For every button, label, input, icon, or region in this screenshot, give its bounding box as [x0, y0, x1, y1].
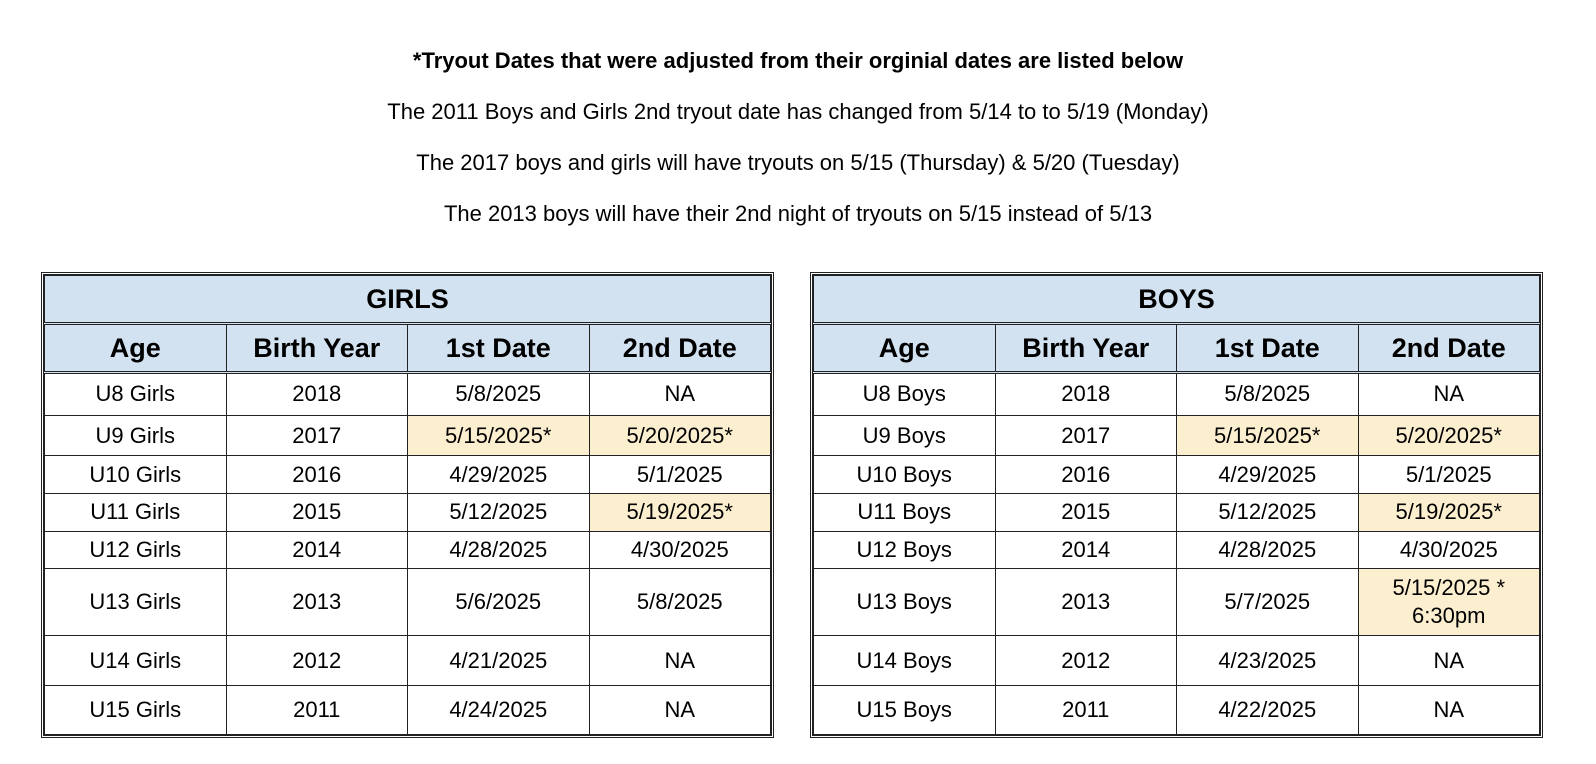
birth-year-cell: 2018 [995, 373, 1177, 416]
table-row [45, 456, 771, 494]
column-header-birth-year: Birth Year [995, 324, 1177, 373]
age-cell: U11 Boys [814, 493, 996, 531]
second-date-cell: 5/15/2025 * 6:30pm [1358, 569, 1540, 636]
first-date-cell: 5/6/2025 [408, 569, 590, 636]
birth-year-cell: 2011 [995, 686, 1177, 735]
note-line-1: The 2011 Boys and Girls 2nd tryout date has changed from 5/14 to to 5/19 (Monday) [387, 99, 1209, 124]
age-cell: U15 Girls [45, 686, 227, 735]
first-date-cell: 4/21/2025 [408, 636, 590, 686]
first-date-cell: 4/22/2025 [1177, 686, 1359, 735]
second-date-cell: 4/30/2025 [1358, 531, 1540, 569]
birth-year-cell: 2014 [226, 531, 408, 569]
second-date-cell: 5/20/2025* [589, 415, 771, 456]
second-date-cell: NA [589, 636, 771, 686]
second-date-cell: NA [589, 686, 771, 735]
age-cell: U14 Girls [45, 636, 227, 686]
first-date-cell: 5/12/2025 [408, 493, 590, 531]
table-row [45, 493, 771, 531]
birth-year-cell: 2015 [226, 493, 408, 531]
age-cell: U12 Boys [814, 531, 996, 569]
birth-year-cell: 2013 [226, 569, 408, 636]
table-row [814, 636, 1540, 686]
table-row [814, 531, 1540, 569]
age-cell: U10 Girls [45, 456, 227, 494]
column-header-age: Age [814, 324, 996, 373]
birth-year-cell: 2017 [995, 415, 1177, 456]
birth-year-cell: 2016 [995, 456, 1177, 494]
age-cell: U8 Boys [814, 373, 996, 416]
column-header-1st-date: 1st Date [1177, 324, 1359, 373]
girls-table-title: GIRLS [45, 276, 771, 324]
age-cell: U14 Boys [814, 636, 996, 686]
note-line-2: The 2017 boys and girls will have tryouts on 5/15 (Thursday) & 5/20 (Tuesday) [416, 150, 1180, 175]
column-header-age: Age [45, 324, 227, 373]
age-cell: U13 Boys [814, 569, 996, 636]
second-date-cell: 4/30/2025 [589, 531, 771, 569]
age-cell: U9 Boys [814, 415, 996, 456]
first-date-cell: 4/28/2025 [1177, 531, 1359, 569]
first-date-cell: 5/8/2025 [408, 373, 590, 416]
age-cell: U8 Girls [45, 373, 227, 416]
birth-year-cell: 2012 [995, 636, 1177, 686]
second-date-cell: 5/20/2025* [1358, 415, 1540, 456]
first-date-cell: 5/12/2025 [1177, 493, 1359, 531]
column-header-2nd-date: 2nd Date [589, 324, 771, 373]
table-row [814, 493, 1540, 531]
table-row [45, 569, 771, 636]
second-date-cell: 5/8/2025 [589, 569, 771, 636]
girls-table [41, 272, 774, 738]
birth-year-cell: 2014 [995, 531, 1177, 569]
second-date-cell: NA [1358, 373, 1540, 416]
age-cell: U13 Girls [45, 569, 227, 636]
second-date-cell: NA [1358, 686, 1540, 735]
age-cell: U15 Boys [814, 686, 996, 735]
first-date-cell: 4/24/2025 [408, 686, 590, 735]
column-header-birth-year: Birth Year [226, 324, 408, 373]
first-date-cell: 5/15/2025* [1177, 415, 1359, 456]
column-header-2nd-date: 2nd Date [1358, 324, 1540, 373]
table-row [814, 456, 1540, 494]
table-row [45, 415, 771, 456]
second-date-cell: 5/1/2025 [1358, 456, 1540, 494]
table-row [814, 373, 1540, 416]
boys-table [810, 272, 1543, 738]
age-cell: U11 Girls [45, 493, 227, 531]
birth-year-cell: 2015 [995, 493, 1177, 531]
second-date-cell: 5/19/2025* [1358, 493, 1540, 531]
birth-year-cell: 2012 [226, 636, 408, 686]
first-date-cell: 4/29/2025 [408, 456, 590, 494]
birth-year-cell: 2011 [226, 686, 408, 735]
birth-year-cell: 2016 [226, 456, 408, 494]
note-line-3: The 2013 boys will have their 2nd night of tryouts on 5/15 instead of 5/13 [443, 201, 1153, 226]
first-date-cell: 5/7/2025 [1177, 569, 1359, 636]
boys-table-body [814, 373, 1540, 735]
table-row [814, 569, 1540, 636]
age-cell: U9 Girls [45, 415, 227, 456]
table-row [814, 415, 1540, 456]
age-cell: U10 Boys [814, 456, 996, 494]
girls-table-body [45, 373, 771, 735]
table-row [814, 686, 1540, 735]
first-date-cell: 5/15/2025* [408, 415, 590, 456]
second-date-cell: 5/19/2025* [589, 493, 771, 531]
second-date-cell: 5/1/2025 [589, 456, 771, 494]
notes-heading: *Tryout Dates that were adjusted from their orginial dates are listed below [412, 48, 1184, 73]
age-cell: U12 Girls [45, 531, 227, 569]
table-row [45, 636, 771, 686]
table-row [45, 373, 771, 416]
table-row [45, 531, 771, 569]
first-date-cell: 4/29/2025 [1177, 456, 1359, 494]
boys-table-title: BOYS [814, 276, 1540, 324]
second-date-cell: NA [1358, 636, 1540, 686]
birth-year-cell: 2013 [995, 569, 1177, 636]
birth-year-cell: 2018 [226, 373, 408, 416]
first-date-cell: 5/8/2025 [1177, 373, 1359, 416]
first-date-cell: 4/28/2025 [408, 531, 590, 569]
table-row [45, 686, 771, 735]
first-date-cell: 4/23/2025 [1177, 636, 1359, 686]
second-date-cell: NA [589, 373, 771, 416]
birth-year-cell: 2017 [226, 415, 408, 456]
column-header-1st-date: 1st Date [408, 324, 590, 373]
